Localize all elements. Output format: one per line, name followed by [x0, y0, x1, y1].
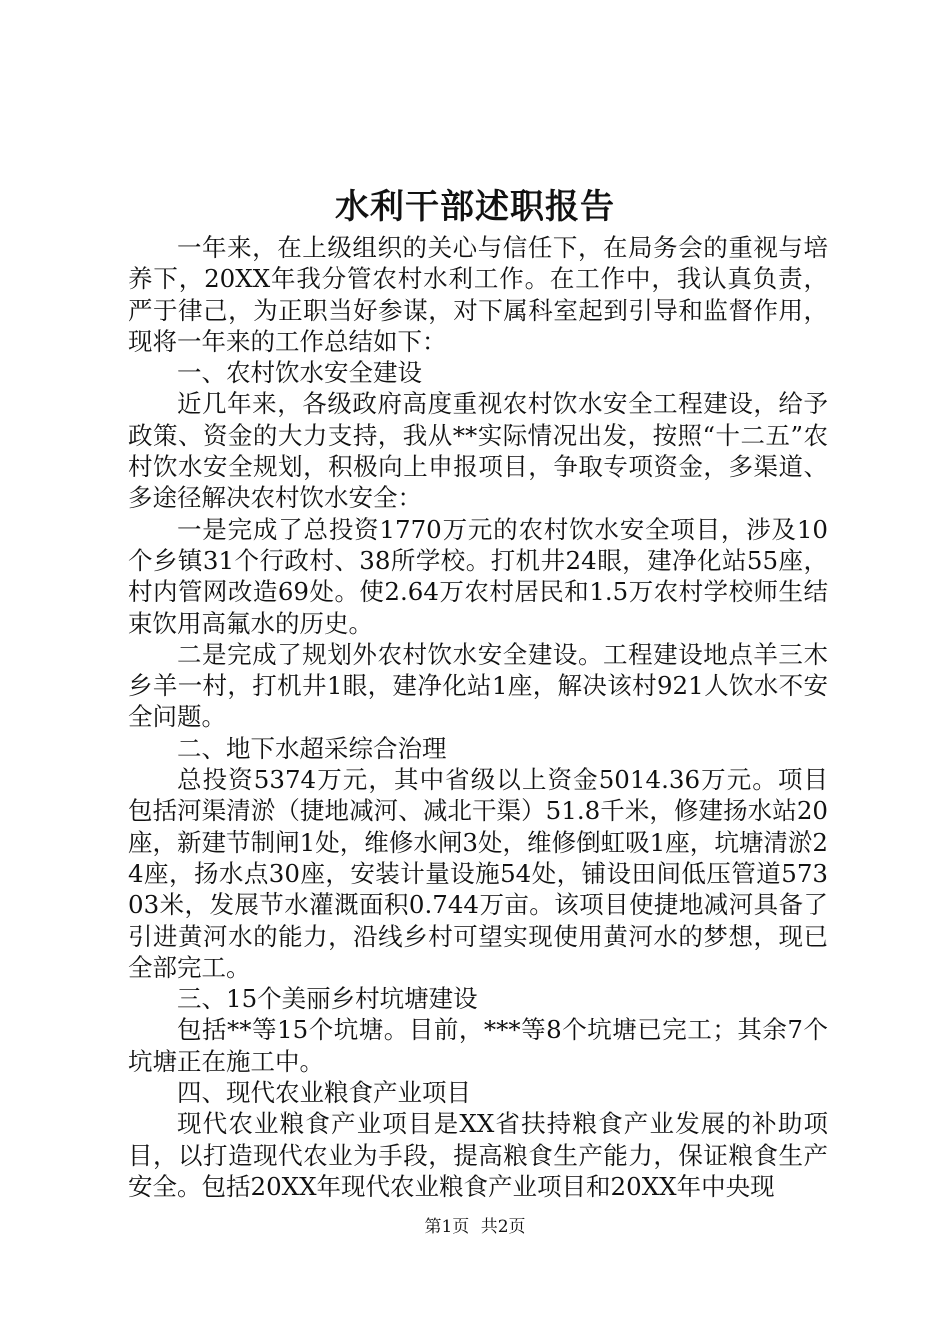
document-title: 水利干部述职报告 [335, 187, 615, 227]
paragraph: 现代农业粮食产业项目是XX省扶持粮食产业发展的补助项目，以打造现代农业为手段，提高粮食生产能力，保证粮食生产安全。包括20XX年现代农业粮食产业项目和20XX年中央现 [128, 1109, 828, 1201]
section-heading-1: 一、农村饮水安全建设 [177, 358, 422, 388]
page-number: 第1页 [424, 1217, 470, 1237]
section-heading-4: 四、现代农业粮食产业项目 [177, 1078, 471, 1108]
paragraph: 一是完成了总投资1770万元的农村饮水安全项目，涉及10个乡镇31个行政村、38所学校。打机井24眼，建净化站55座，村内管网改造69处。使2.64万农村居民和1.5万农村学校师生结束饮用高氟水的历史。 [128, 514, 828, 638]
paragraph: 包括**等15个坑塘。目前，***等8个坑塘已完工；其余7个坑塘正在施工中。 [128, 1015, 828, 1076]
paragraph: 二是完成了规划外农村饮水安全建设。工程建设地点羊三木乡羊一村，打机井1眼，建净化站1座，解决该村921人饮水不安全问题。 [128, 639, 828, 732]
section-heading-2: 二、地下水超采综合治理 [177, 733, 447, 763]
paragraph: 近几年来，各级政府高度重视农村饮水安全工程建设，给予政策、资金的大力支持，我从**实际情况出发，按照“十二五”农村饮水安全规划，积极向上申报项目，争取专项资金，多渠道、多途径解决农村饮水安全： [128, 389, 828, 513]
section-heading-3: 三、15个美丽乡村坑塘建设 [177, 984, 478, 1014]
paragraph-intro: 一年来，在上级组织的关心与信任下，在局务会的重视与培养下，20XX年我分管农村水利工作。在工作中，我认真负责，严于律己，为正职当好参谋，对下属科室起到引导和监督作用，现将一年来的工作总结如下： [128, 233, 828, 356]
paragraph: 总投资5374万元，其中省级以上资金5014.36万元。项目包括河渠清淤（捷地减河、减北干渠）51.8千米，修建扬水站20座，新建节制闸1处，维修水闸3处，维修倒虹吸1座，坑塘清淤24座，扬水点30座，安装计量设施54处，铺设田间低压管道57303米，发展节水灌溉面积0.744万亩。该项目使捷地减河具备了引进黄河水的能力，沿线乡村可望实现使用黄河水的梦想，现已全部完工。 [128, 765, 828, 982]
page-footer [0, 1215, 950, 1239]
page-total: 共2页 [480, 1217, 526, 1237]
document-body [128, 232, 828, 1202]
